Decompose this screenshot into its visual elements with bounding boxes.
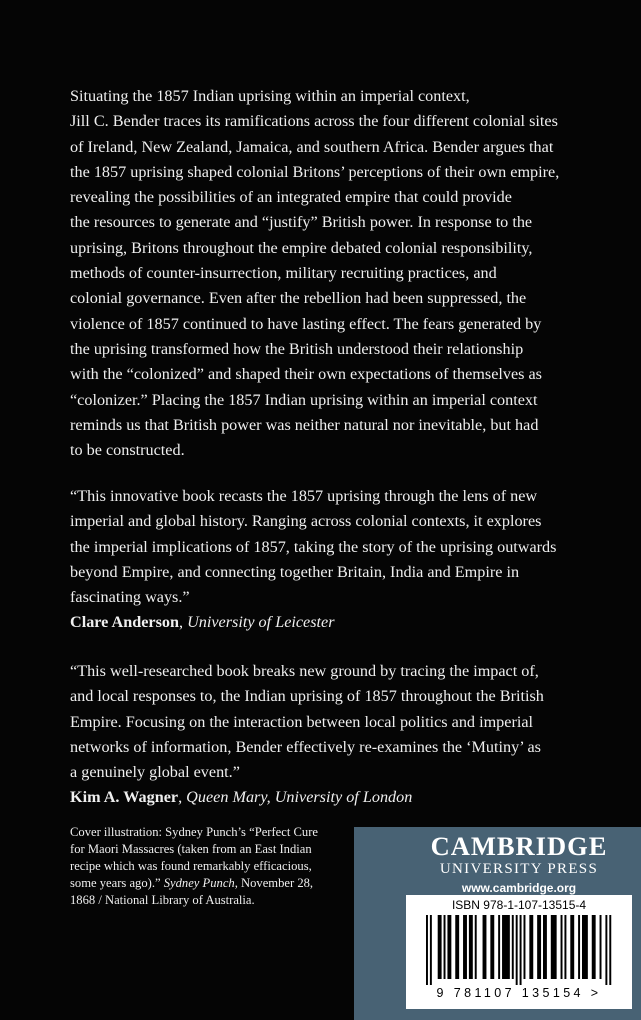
blurb-line: revealing the possibilities of an integrated empire that could provide: [70, 188, 512, 207]
credit-text: some years ago).”: [70, 876, 161, 890]
quote-attribution: Clare Anderson, University of Leicester: [70, 613, 335, 632]
blurb-line: uprising, Britons throughout the empire debated colonial responsibility,: [70, 238, 533, 257]
barcode-bar: [490, 915, 494, 979]
barcode-bar: [543, 915, 547, 979]
blurb-line: with the “colonized” and shaped their own expectations of themselves as: [70, 365, 542, 384]
blurb-line: the resources to generate and “justify” British power. In response to the: [70, 213, 533, 232]
quote-line: and local responses to, the Indian uprising of 1857 throughout the British: [70, 687, 544, 706]
isbn-barcode-panel: [406, 895, 632, 1009]
endorsement-quote: [70, 484, 590, 636]
quote-line: beyond Empire, and connecting together Britain, India and Empire in: [70, 562, 520, 581]
barcode-bar: [561, 915, 563, 979]
barcode-bar: [447, 915, 451, 979]
barcode-bar: [578, 915, 580, 979]
quote-line: Empire. Focusing on the interaction between local politics and imperial: [70, 712, 534, 731]
barcode-bar: [520, 915, 522, 985]
blurb-line: violence of 1857 continued to have lasting effect. The fears generated by: [70, 314, 542, 333]
blurb-line: to be constructed.: [70, 441, 185, 460]
quote-affiliation: Queen Mary, University of London: [186, 788, 413, 807]
barcode-bar: [430, 915, 432, 985]
quote-line: networks of information, Bender effectively re-examines the ‘Mutiny’ as: [70, 737, 541, 756]
barcode-bar: [426, 915, 428, 985]
credit-line: recipe which was found remarkably efficacious,: [70, 859, 312, 873]
quote-line: “This innovative book recasts the 1857 uprising through the lens of new: [70, 487, 538, 505]
blurb-line: “colonizer.” Placing the 1857 Indian uprising within an imperial context: [70, 390, 538, 409]
barcode-bar: [551, 915, 557, 979]
blurb-line: the 1857 uprising shaped colonial Britons’ perceptions of their own empire,: [70, 162, 560, 181]
quote-line: a genuinely global event.”: [70, 763, 240, 782]
barcode-icon: [412, 915, 626, 985]
blurb-line: of Ireland, New Zealand, Jamaica, and southern Africa. Bender argues that: [70, 137, 554, 156]
barcode-bar: [512, 915, 514, 979]
barcode-bar: [469, 915, 473, 979]
barcode-bar: [475, 915, 477, 979]
barcode-bar: [463, 915, 467, 979]
barcode-digits: 9 781107 135154 >: [436, 986, 602, 1000]
blurb-line: Jill C. Bender traces its ramifications across the four different colonial sites: [70, 112, 558, 131]
blurb-line: colonial governance. Even after the rebellion had been suppressed, the: [70, 289, 527, 308]
isbn-label: ISBN 978-1-107-13515-4: [451, 898, 587, 912]
barcode-bar: [605, 915, 607, 985]
quote-attribution: Kim A. Wagner, Queen Mary, University of London: [70, 788, 413, 807]
quote-affiliation: University of Leicester: [187, 613, 335, 632]
barcode-bar: [502, 915, 510, 979]
credit-line: for Maori Massacres (taken from an East Indian: [70, 842, 312, 856]
barcode-bar: [498, 915, 500, 979]
barcode-bar: [438, 915, 442, 979]
publisher-panel: [354, 827, 641, 1020]
cover-illustration-credit: [70, 824, 350, 909]
credit-text: , November 28,: [234, 876, 314, 890]
barcode-bar: [582, 915, 588, 979]
barcode-bar: [537, 915, 541, 979]
barcode-bar: [483, 915, 487, 979]
quote-author: Kim A. Wagner: [70, 788, 179, 807]
quote-line: fascinating ways.”: [70, 588, 190, 607]
barcode-bar: [529, 915, 533, 979]
credit-source-title: Sydney Punch: [163, 876, 235, 890]
barcode-bar: [516, 915, 518, 985]
barcode-bar: [455, 915, 459, 979]
blurb-line: methods of counter-insurrection, military recruiting practices, and: [70, 264, 497, 283]
barcode-bar: [600, 915, 602, 979]
publisher-name: CAMBRIDGE: [430, 831, 608, 861]
barcode-bar: [592, 915, 596, 979]
blurb-line: Situating the 1857 Indian uprising within an imperial context,: [70, 87, 470, 105]
description-blurb: [70, 84, 590, 463]
barcode-bar: [564, 915, 566, 979]
credit-line: [70, 875, 350, 892]
quote-line: imperial and global history. Ranging across colonial contexts, it explores: [70, 512, 542, 531]
publisher-subtitle: UNIVERSITY PRESS: [439, 861, 599, 877]
credit-line: Cover illustration: Sydney Punch’s “Perfect Cure: [70, 825, 318, 839]
quote-line: the imperial implications of 1857, taking the story of the uprising outwards: [70, 537, 557, 556]
credit-line: 1868 / National Library of Australia.: [70, 893, 255, 907]
blurb-line: reminds us that British power was neither natural nor inevitable, but had: [70, 415, 539, 434]
barcode-bar: [570, 915, 574, 979]
publisher-url: www.cambridge.org: [461, 881, 577, 895]
quote-line: “This well-researched book breaks new ground by tracing the impact of,: [70, 662, 539, 680]
barcode-bar: [609, 915, 611, 985]
barcode-bar: [524, 915, 526, 979]
publisher-logo: [414, 831, 624, 896]
endorsement-quote: [70, 659, 590, 811]
barcode-bar: [444, 915, 446, 979]
quote-author: Clare Anderson: [70, 613, 179, 632]
blurb-line: the uprising transformed how the British understood their relationship: [70, 339, 524, 358]
